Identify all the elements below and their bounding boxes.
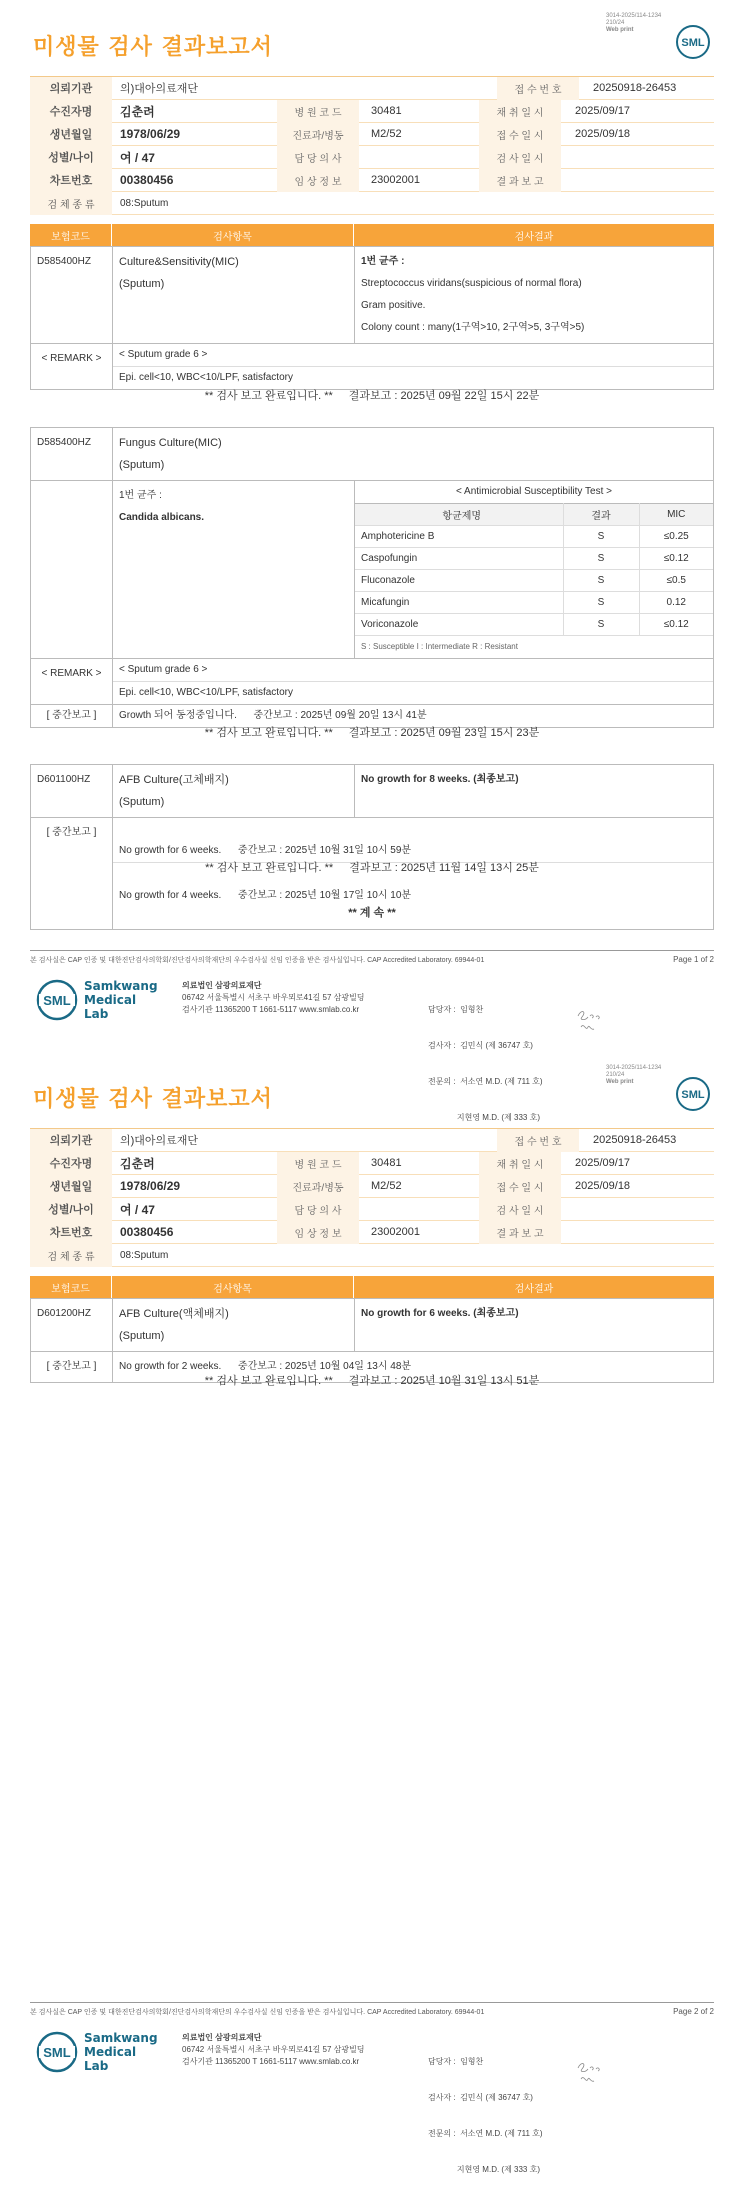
test-afb-liquid: D601200HZ AFB Culture(액체배지) (Sputum) No growth for 6 weeks. (최종보고) [ 중간보고 ] No growth for 2 weeks. 중간보고 : 2025년 10월 04일 13시 48분	[30, 1298, 714, 1383]
results-header: 보험코드 검사항목 검사결과	[30, 224, 714, 246]
print-tag: 3014-2025/114-1234 210/24 Web print	[606, 1065, 662, 1085]
page-number: Page 1 of 2	[673, 955, 714, 964]
accreditation-note: 본 검사실은 CAP 인증 및 대한진단검사의학회/진단검사의학재단의 우수검사실 신임 인증을 받은 검사실입니다. CAP Accredited Laboratory. 69944-01	[30, 957, 485, 964]
continue-marker: ** 계 속 **	[348, 907, 396, 919]
sml-logo	[36, 979, 78, 1021]
report-complete-1: ** 검사 보고 완료입니다. ** 결과보고 : 2025년 10월 31일 13시 51분	[204, 1375, 540, 1387]
page-title: 미생물 검사 결과보고서	[33, 1087, 273, 1112]
sml-logo	[36, 2031, 78, 2073]
svg-text:SML: SML	[681, 37, 705, 49]
sml-logo	[675, 24, 711, 60]
sml-logo	[675, 1076, 711, 1112]
ast-row: Caspofungin S ≤0.12	[355, 548, 713, 570]
test-culture-sensitivity: D585400HZ Culture&Sensitivity(MIC) (Sputum) 1번 균주 : Streptococcus viridans(suspicious of normal flora) Gram positive. Colony count : many(1구역>10, 2구역>5, 3구역>5) < REMARK > < Sputum grade 6 > Epi. cell<10, WBC<10/LPF, satisfactory	[30, 246, 714, 390]
report-complete-1: ** 검사 보고 완료입니다. ** 결과보고 : 2025년 09월 22일 15시 22분	[204, 390, 540, 402]
staff-list: 담당자 : 임형찬 검사자 : 김민식 (제 36747 호) 전문의 : 서소연 M.D. (제 711 호) 지현영 M.D. (제 333 호)	[428, 1005, 543, 1122]
ast-table: < Antimicrobial Susceptibility Test > 항균제명 결과 MIC Amphotericine B S ≤0.25 Caspofungin S ≤0.12 Fluconazole S ≤0.5 Micafungin S 0.12 Voriconazole S ≤0.12 S : Susceptible I : Intermediate R : Resistant	[355, 481, 713, 658]
page-number: Page 2 of 2	[673, 2007, 714, 2016]
svg-text:SML: SML	[43, 993, 71, 1008]
lab-info: 의료법인 삼광의료재단 06742 서울특별시 서초구 바우뫼로41길 57 삼광빌딩 검사기관 11365200 T 1661-5117 www.smlab.co.kr	[182, 981, 365, 1014]
ast-legend: S : Susceptible I : Intermediate R : Resistant	[361, 642, 518, 651]
test-fungus-culture: D585400HZ Fungus Culture(MIC) (Sputum) 1번 균주 : Candida albicans. < Antimicrobial Susceptibility Test > 항균제명 결과 MIC Amphotericine B S ≤0.25 Caspofungin S ≤0.12 Fluconazole S ≤0.5 Micafungin S 0.12 Voriconazole S ≤0.12 S : Susceptible I : Intermediate R : Resistant < REMARK > < Sputum grade 6 > Epi. cell<10, WBC<10/LPF, satisfactory [ 중간보고 ] Growth 되어 동정중입니다. 중간보고 : 2025년 09월 20일 13시 41분	[30, 427, 714, 728]
report-complete-2: ** 검사 보고 완료입니다. ** 결과보고 : 2025년 09월 23일 15시 23분	[204, 727, 540, 739]
ast-row: Micafungin S 0.12	[355, 592, 713, 614]
print-tag: 3014-2025/114-1234 210/24 Web print	[606, 13, 662, 33]
accreditation-note: 본 검사실은 CAP 인증 및 대한진단검사의학회/진단검사의학재단의 우수검사실 신임 인증을 받은 검사실입니다. CAP Accredited Laboratory. 69944-01	[30, 2009, 485, 2016]
report-complete-3: ** 검사 보고 완료입니다. ** 결과보고 : 2025년 11월 14일 13시 25분	[205, 862, 539, 874]
ast-row: Fluconazole S ≤0.5	[355, 570, 713, 592]
ast-row: Amphotericine B S ≤0.25	[355, 526, 713, 548]
signature	[575, 2059, 607, 2087]
results-header: 보험코드 검사항목 검사결과	[30, 1276, 714, 1298]
svg-text:SML: SML	[43, 2045, 71, 2060]
footer-logo: SML Samkwang Medical Lab	[36, 976, 156, 1024]
ast-row: Voriconazole S ≤0.12	[355, 614, 713, 636]
lab-info: 의료법인 삼광의료재단 06742 서울특별시 서초구 바우뫼로41길 57 삼광빌딩 검사기관 11365200 T 1661-5117 www.smlab.co.kr	[182, 2033, 365, 2066]
svg-text:SML: SML	[681, 1089, 705, 1101]
page-title: 미생물 검사 결과보고서	[33, 35, 273, 60]
staff-list: 담당자 : 임형찬 검사자 : 김민식 (제 36747 호) 전문의 : 서소연 M.D. (제 711 호) 지현영 M.D. (제 333 호)	[428, 2057, 543, 2174]
patient-info-table: 의뢰기관 의)대아의료재단 접 수 번 호 20250918-26453 수진자명 김춘려 병 원 코 드 30481 채 취 일 시 2025/09/17 생년월일 1978/06/29 진료과/병동 M2/52 접 수 일 시 2025/09/18 성별/나이 여 / 47 담 당 의 사 검 사 일 시 차트번호 00380456 임 상 정 보 23002001 결 과 보 고 검 체 종 류 08:Sputum	[30, 1128, 714, 1267]
test-afb-solid: D601100HZ AFB Culture(고체배지) (Sputum) No growth for 8 weeks. (최종보고) [ 중간보고 ] No growth for 6 weeks. 중간보고 : 2025년 10월 31일 10시 59분 No growth for 4 weeks. 중간보고 : 2025년 10월 17일 10시 10분	[30, 764, 714, 930]
report-page-2	[0, 1052, 744, 2174]
patient-info-table: 의뢰기관 의)대아의료재단 접 수 번 호 20250918-26453 수진자명 김춘려 병 원 코 드 30481 채 취 일 시 2025/09/17 생년월일 1978/06/29 진료과/병동 M2/52 접 수 일 시 2025/09/18 성별/나이 여 / 47 담 당 의 사 검 사 일 시 차트번호 00380456 임 상 정 보 23002001 결 과 보 고 검 체 종 류 08:Sputum	[30, 76, 714, 215]
footer-logo: SML Samkwang Medical Lab	[36, 2028, 156, 2076]
signature	[575, 1007, 607, 1035]
